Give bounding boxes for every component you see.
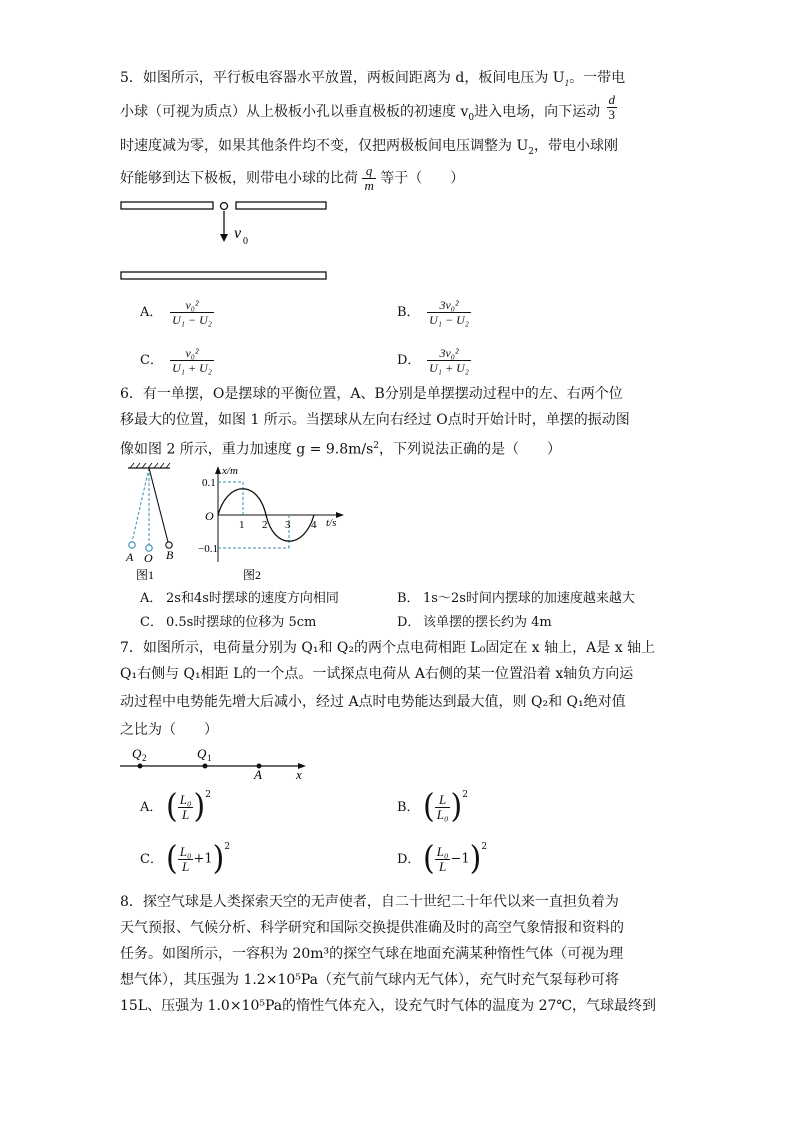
- svg-text:A: A: [126, 550, 134, 564]
- pendulum-diagram: [125, 463, 174, 582]
- pendulum-string-a: [132, 468, 149, 542]
- q5-option-d[interactable]: D． $\frac{\text{3v₀²}}{\text{U₁ + U₂}}$: [397, 346, 469, 375]
- charge-q1-dot: [203, 764, 208, 769]
- q5-text-4b: 等于（ ）: [380, 170, 465, 187]
- q5-u2-sub: 2: [528, 146, 534, 157]
- q5-option-b[interactable]: B． $\frac{\text{3v₀²}}{\text{U₁ − U₂}}$: [397, 298, 469, 327]
- q6-option-b[interactable]: B． 1s～2s时间内摆球的加速度越来越大: [397, 591, 635, 606]
- q5-v0-sub: 0: [468, 112, 475, 123]
- q7-line-3: 动过程中电势能先增大后减小，经过 A点时电势能达到最大值，则 Q₂和 Q₁绝对值: [120, 694, 626, 710]
- svg-text:3: 3: [285, 519, 291, 531]
- charges-axis-figure: [118, 744, 318, 780]
- q8-line-1: 8．探空气球是人类探索天空的无声使者，自二十世纪二十年代以来一直担负着为: [120, 894, 619, 910]
- q7-option-a[interactable]: A． ( $\frac{\text{L₀}}{L}$ )$^2$: [140, 787, 211, 826]
- q8-line-2: 天气预报、气候分析、科学研究和国际交换提供准确及时的高空气象情报和资料的: [120, 920, 624, 936]
- q7-option-d[interactable]: D．( $\frac{\text{L₀}}{L}$ −1)$^2$: [397, 839, 488, 878]
- velocity-arrow-head: [220, 234, 228, 242]
- q5-text-1-end: 。一带电: [569, 70, 626, 86]
- q5-text-3-end: ，带电小球刚: [533, 138, 618, 154]
- q5-text-1: 5．如图所示，平行板电容器水平放置，两板间距离为 d，板间电压为 U: [120, 70, 565, 86]
- svg-text:t/s: t/s: [326, 517, 337, 529]
- q8-line-3: 任务。如图所示，一容积为 20m³的探空气球在地面充满某种惰性气体（可视为理: [120, 946, 624, 962]
- pendulum-string-b: [149, 468, 168, 542]
- q6-line-2: 移最大的位置，如图 1 所示。当摆球从左向右经过 O点时开始计时，单摆的振动图: [120, 412, 630, 428]
- upper-plate-right: [236, 202, 326, 209]
- charge-q2-dot: [138, 764, 143, 769]
- upper-plate-left: [121, 202, 213, 209]
- svg-text:0.1: 0.1: [202, 477, 216, 489]
- oscillation-graph: [198, 465, 344, 582]
- q7-line-4: 之比为（ ）: [120, 722, 218, 738]
- q5-line-3: [120, 136, 618, 162]
- q8-line-4: 想气体），其压强为 1.2×10⁵Pa（充气前气球内无气体），充气时充气泵每秒可将: [120, 972, 620, 988]
- q5-line-4: [120, 164, 464, 193]
- q5-option-c[interactable]: C． $\frac{\text{v₀²}}{\text{U₁ + U₂}}$: [140, 346, 212, 375]
- svg-text:2: 2: [262, 519, 268, 531]
- q7-option-b[interactable]: B． ( $\frac{L}{\text{L₀}}$ )$^2$: [397, 787, 468, 826]
- q5-line-1: [120, 68, 625, 93]
- svg-text:Q: Q: [132, 746, 142, 761]
- q5-u1-sub: 1: [564, 77, 570, 88]
- v0-label-sub: 0: [243, 236, 248, 247]
- svg-text:x/m: x/m: [222, 465, 238, 477]
- q6-option-d[interactable]: D． 该单摆的摆长约为 4m: [397, 615, 552, 630]
- pendulum-figures: [118, 462, 358, 584]
- q5-text-4a: 好能够到达下极板，则带电小球的比荷: [120, 170, 358, 187]
- q5-fraction-q-over-m: $\frac{q}{m}$: [364, 163, 374, 193]
- svg-text:O: O: [205, 509, 214, 523]
- svg-text:2: 2: [142, 753, 147, 763]
- q6-option-a[interactable]: A． 2s和4s时摆球的速度方向相同: [140, 591, 339, 606]
- v0-label: v: [234, 225, 242, 242]
- capacitor-figure: [118, 198, 358, 288]
- svg-text:1: 1: [207, 753, 212, 763]
- svg-text:Q: Q: [197, 746, 207, 761]
- q7-line-2: Q₁右侧与 Q₁相距 L的一个点。一试探点电荷从 A右侧的某一位置沿着 x轴负方向运: [120, 666, 634, 682]
- q5-fraction-d-over-3: $\frac{d}{3}$: [608, 91, 616, 122]
- q6-line-1: 6．有一单摆，O是摆球的平衡位置，A、B分别是单摆摆动过程中的左、右两个位: [120, 386, 623, 402]
- lower-plate: [121, 272, 326, 279]
- position-a-ball: [129, 542, 135, 548]
- svg-text:4: 4: [311, 519, 317, 531]
- svg-text:−0.1: −0.1: [198, 543, 218, 555]
- q5-text-2a: 小球（可视为质点）从上极板小孔以垂直极板的初速度 v: [120, 104, 469, 120]
- q7-line-1: 7．如图所示，电荷量分别为 Q₁和 Q₂的两个点电荷相距 L₀固定在 x 轴上，A是 x 轴上: [120, 640, 656, 656]
- fig1-caption: 图1: [136, 568, 155, 582]
- svg-text:O: O: [144, 551, 153, 565]
- q5-text-3: 时速度减为零，如果其他条件均不变，仅把两极板间电压调整为 U: [120, 138, 529, 154]
- q5-text-2b: 进入电场，向下运动: [474, 104, 601, 120]
- q7-option-c[interactable]: C． ( $\frac{\text{L₀}}{L}$ +1)$^2$: [140, 839, 231, 878]
- svg-text:1: 1: [239, 519, 245, 531]
- svg-text:x: x: [296, 767, 302, 780]
- q6-line-3: 像如图 2 所示，重力加速度 $g = 9.8m/s^2$，下列说法正确的是（ ）: [120, 441, 562, 458]
- charged-ball: [221, 203, 228, 210]
- svg-text:A: A: [254, 767, 262, 780]
- q6-option-c[interactable]: C． 0.5s时摆球的位移为 5cm: [140, 615, 317, 630]
- q8-line-5: 15L、压强为 1.0×10⁵Pa的惰性气体充入，设充气时气体的温度为 27℃，气球最终到: [120, 998, 657, 1014]
- q5-option-a[interactable]: A． $\frac{\text{v₀²}}{\text{U₁ − U₂}}$: [140, 298, 212, 327]
- svg-text:B: B: [166, 548, 174, 562]
- q5-line-2: [120, 91, 617, 128]
- fig2-caption: 图2: [243, 568, 262, 582]
